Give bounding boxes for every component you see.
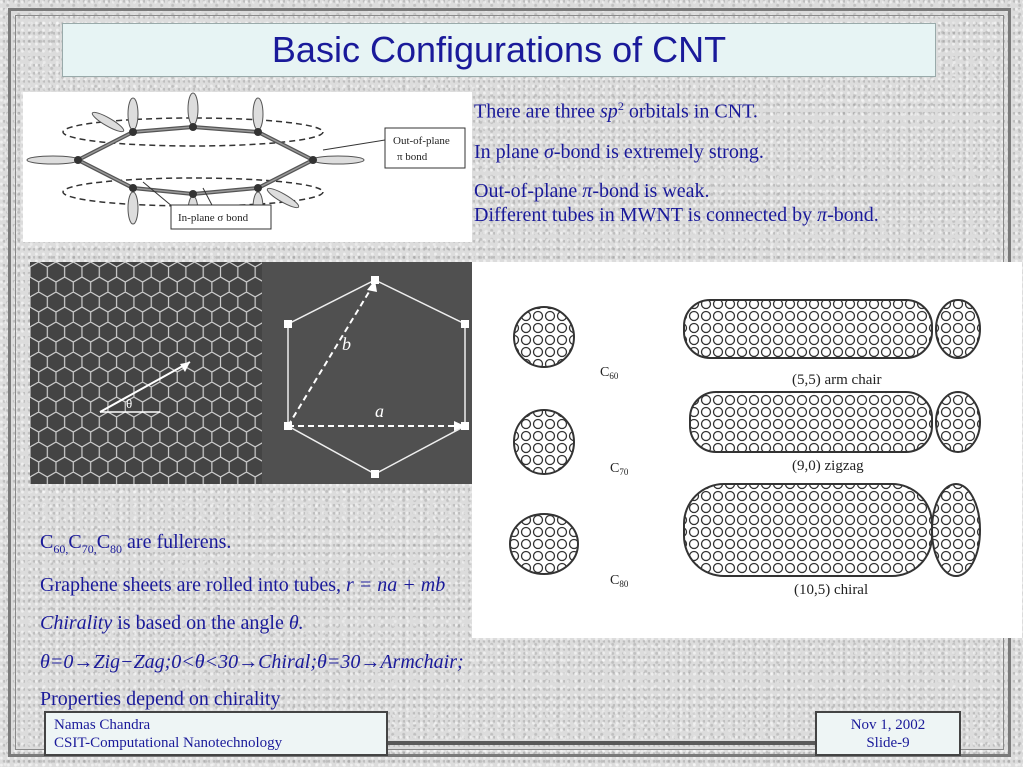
angles-line: θ=0→Zig−Zag;0<θ<30→Chiral;θ=30→Armchair;	[40, 651, 464, 673]
bullet-line-3: Out-of-plane π-bond is weak.	[474, 180, 710, 202]
footer-author: Namas Chandra	[54, 717, 151, 733]
graphene-equation: r = na + mb	[346, 574, 446, 596]
footer-course: CSIT-Computational Nanotechnology	[54, 735, 283, 751]
label-out-of-plane: Out-of-plane	[393, 135, 450, 147]
nanotube-figure	[472, 262, 1022, 638]
bullet-line-2: In plane σ-bond is extremely strong.	[474, 141, 764, 163]
label-in-plane: In-plane σ bond	[178, 212, 249, 224]
lattice-figure	[30, 262, 472, 484]
label-theta: θ	[126, 396, 133, 411]
chirality-line: Chirality is based on the angle θ.	[40, 612, 304, 634]
label-armchair: (5,5) arm chair	[792, 372, 882, 388]
footer-slide-number: Slide-9	[866, 735, 910, 751]
label-c60: $C_{60}$	[600, 365, 619, 381]
label-c80: $C_{80}$	[610, 573, 629, 589]
footer-date-box	[815, 711, 961, 756]
slide-title: Basic Configurations of CNT	[62, 23, 936, 77]
label-chiral: (10,5) chiral	[794, 582, 869, 598]
bullet-line-4: Different tubes in MWNT is connected by π-bond.	[474, 204, 879, 226]
label-zigzag: (9,0) zigzag	[792, 458, 864, 474]
nanotube-svg	[472, 262, 1022, 638]
bond-diagram	[23, 92, 472, 242]
fullerenes-line: $C_{60,}C_{70,}C_{80}$ are fullerens.	[40, 531, 232, 556]
properties-line: Properties depend on chirality	[40, 688, 281, 710]
bond-diagram-svg	[23, 92, 472, 242]
label-c70: $C_{70}$	[610, 461, 629, 477]
label-a: a	[375, 401, 384, 421]
label-b: b	[342, 334, 351, 354]
footer-date: Nov 1, 2002	[850, 717, 926, 733]
graphene-line: Graphene sheets are rolled into tubes, r = na + mb	[40, 574, 446, 596]
lattice-svg	[30, 262, 472, 484]
label-pi-bond: π bond	[397, 151, 428, 163]
bullet-line-1: There are three $sp^2$ orbitals in CNT.	[474, 99, 758, 123]
footer-author-box	[44, 711, 388, 756]
